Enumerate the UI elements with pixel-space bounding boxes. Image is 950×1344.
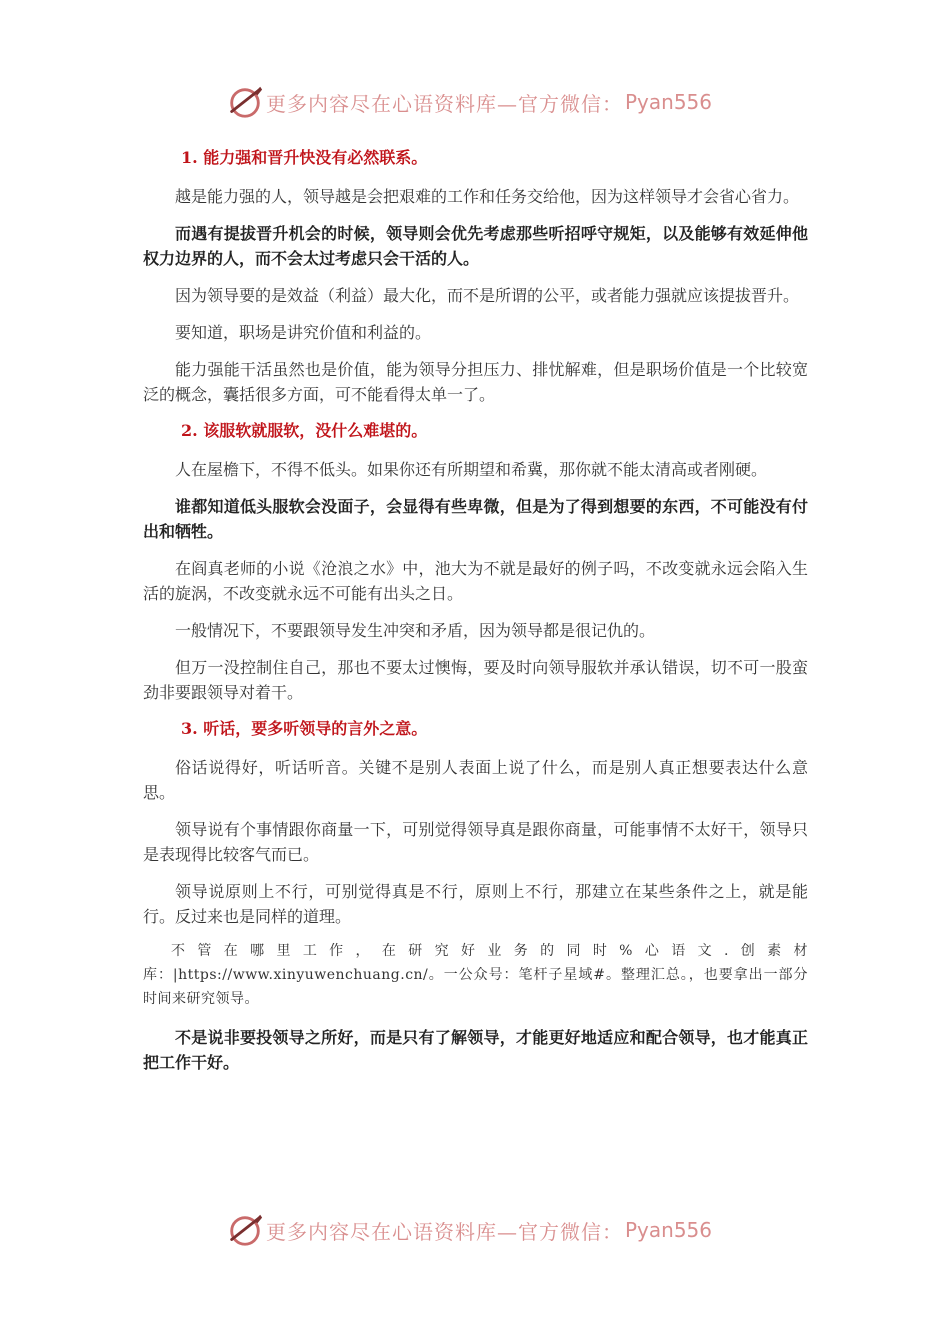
paragraph: 人在屋檐下，不得不低头。如果你还有所期望和希冀，那你就不能太清高或者刚硬。 bbox=[175, 460, 768, 479]
article-body bbox=[143, 146, 808, 1075]
pen-circle-logo-icon bbox=[226, 1211, 264, 1249]
section-heading-2: 2. 该服软就服软，没什么难堪的。 bbox=[181, 421, 428, 440]
pen-circle-logo-icon bbox=[226, 83, 264, 121]
header-banner bbox=[226, 82, 712, 122]
paragraph: 在阎真老师的小说《沧浪之水》中，池大为不就是最好的例子吗，不改变就永远会陷入生活的旋涡，不改变就永远不可能有出头之日。 bbox=[143, 559, 808, 603]
paragraph: 一般情况下，不要跟领导发生冲突和矛盾，因为领导都是很记仇的。 bbox=[175, 621, 656, 640]
banner-slogan: 更多内容尽在心语资料库—官方微信： bbox=[266, 91, 623, 116]
paragraph: 要知道，职场是讲究价值和利益的。 bbox=[175, 323, 432, 342]
paragraph: 俗话说得好，听话听音。关键不是别人表面上说了什么，而是别人真正想要表达什么意思。 bbox=[143, 758, 808, 802]
paragraph: 领导说有个事情跟你商量一下，可别觉得领导真是跟你商量，可能事情不太好干，领导只是表现得比较客气而已。 bbox=[143, 820, 808, 864]
banner-slogan: 更多内容尽在心语资料库—官方微信： bbox=[266, 1219, 623, 1244]
section-heading-1: 1. 能力强和晋升快没有必然联系。 bbox=[181, 148, 428, 167]
paragraph: 但万一没控制住自己，那也不要太过懊悔，要及时向领导服软并承认错误，切不可一股蛮劲非要跟领导对着干。 bbox=[143, 658, 808, 702]
paragraph-emphasis: 而遇有提拔晋升机会的时候，领导则会优先考虑那些听招呼守规矩，以及能够有效延伸他权力边界的人，而不会太过考虑只会干活的人。 bbox=[143, 224, 808, 268]
paragraph-emphasis: 谁都知道低头服软会没面子，会显得有些卑微，但是为了得到想要的东西，不可能没有付出和牺牲。 bbox=[143, 497, 808, 541]
banner-wechat-id: Pyan556 bbox=[625, 90, 713, 114]
paragraph: 因为领导要的是效益（利益）最大化，而不是所谓的公平，或者能力强就应该提拔晋升。 bbox=[175, 286, 800, 305]
paragraph-watermark-note: 不管在哪里工作，在研究好业务的同时%心语文.创素材库：|https://www.xinyuwenchuang.cn/。一公众号：笔杆子星域#。整理汇总。，也要拿出一部分时间来研究领导。 bbox=[143, 943, 808, 1007]
paragraph-emphasis: 不是说非要投领导之所好，而是只有了解领导，才能更好地适应和配合领导，也才能真正把工作干好。 bbox=[143, 1028, 808, 1072]
banner-wechat-id: Pyan556 bbox=[625, 1218, 713, 1242]
paragraph: 能力强能干活虽然也是价值，能为领导分担压力、排忧解难，但是职场价值是一个比较宽泛的概念，囊括很多方面，可不能看得太单一了。 bbox=[143, 360, 808, 404]
section-heading-3: 3. 听话，要多听领导的言外之意。 bbox=[181, 719, 428, 738]
footer-banner bbox=[226, 1210, 712, 1250]
paragraph: 越是能力强的人，领导越是会把艰难的工作和任务交给他，因为这样领导才会省心省力。 bbox=[175, 187, 800, 206]
paragraph: 领导说原则上不行，可别觉得真是不行，原则上不行，那建立在某些条件之上，就是能行。反过来也是同样的道理。 bbox=[143, 882, 808, 926]
